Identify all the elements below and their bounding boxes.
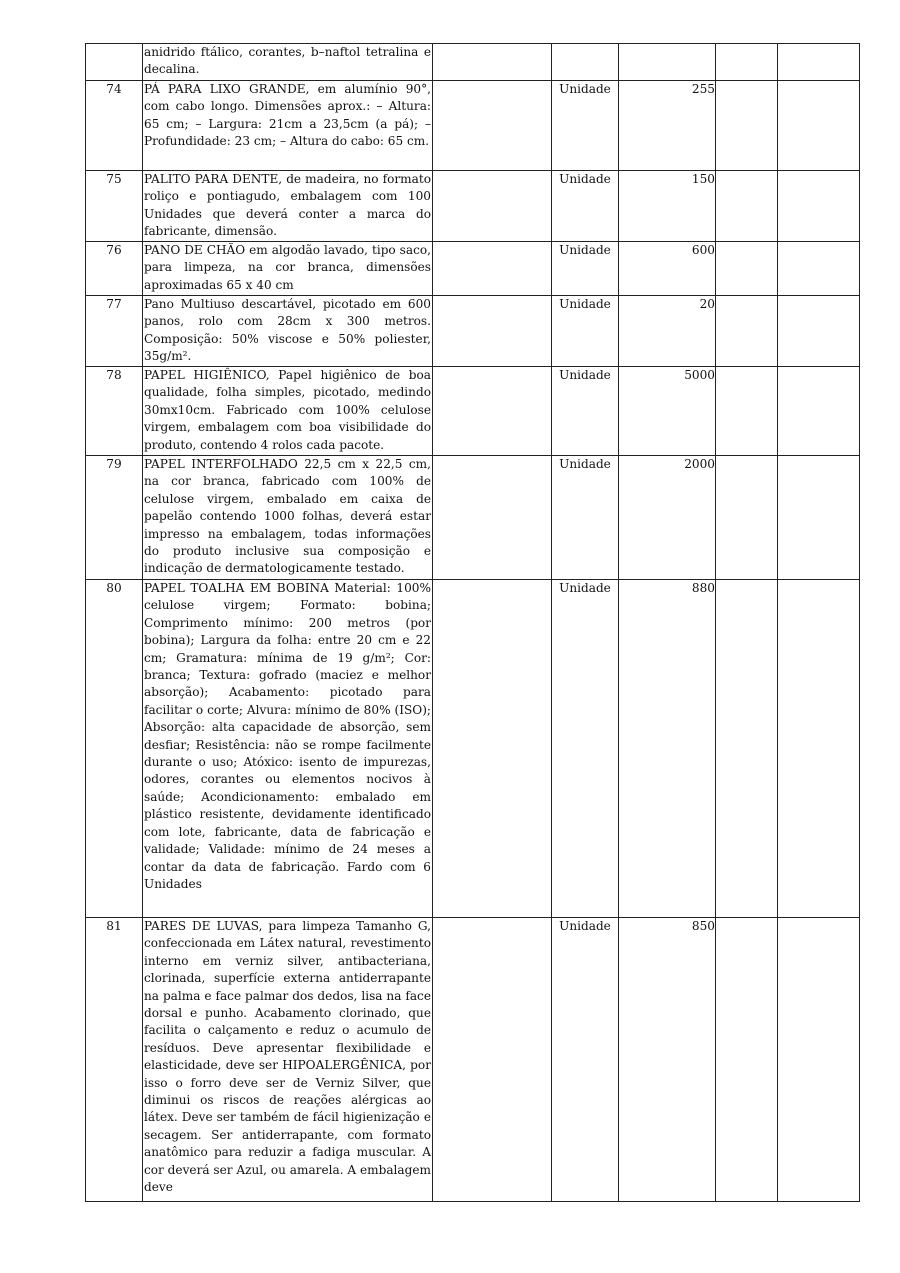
empty-cell — [433, 44, 552, 81]
item-description: PAPEL INTERFOLHADO 22,5 cm x 22,5 cm, na cor branca, fabricado com 100% de celulose virgem, embalado em caixa de papelão contendo 1000 folhas, deverá estar impresso na embalagem, todas informações do produto inclusive sua composição e indicação de dermatologicamente testado. — [143, 456, 433, 580]
item-number: 79 — [86, 456, 143, 580]
item-unit: Unidade — [552, 367, 619, 456]
empty-cell — [716, 171, 778, 242]
empty-cell — [778, 918, 860, 1202]
item-number: 74 — [86, 81, 143, 171]
empty-cell — [716, 367, 778, 456]
item-quantity: 880 — [619, 580, 716, 918]
item-unit: Unidade — [552, 171, 619, 242]
item-number — [86, 44, 143, 81]
empty-cell — [778, 44, 860, 81]
item-quantity: 255 — [619, 81, 716, 171]
item-unit: Unidade — [552, 918, 619, 1202]
item-quantity: 20 — [619, 296, 716, 367]
table-row — [86, 242, 860, 296]
table-row — [86, 171, 860, 242]
empty-cell — [716, 44, 778, 81]
item-description: PÁ PARA LIXO GRANDE, em alumínio 90°, com cabo longo. Dimensões aprox.: – Altura: 65 cm; – Largura: 21cm a 23,5cm (a pá); – Profundidade: 23 cm; – Altura do cabo: 65 cm. — [143, 81, 433, 171]
empty-cell — [778, 81, 860, 171]
table-row — [86, 580, 860, 918]
item-description: PALITO PARA DENTE, de madeira, no formato roliço e pontiagudo, embalagem com 100 Unidades que deverá conter a marca do fabricante, dimensão. — [143, 171, 433, 242]
empty-cell — [433, 918, 552, 1202]
table-row — [86, 456, 860, 580]
table-row — [86, 81, 860, 171]
table-row — [86, 44, 860, 81]
empty-cell — [778, 171, 860, 242]
item-number: 77 — [86, 296, 143, 367]
empty-cell — [778, 580, 860, 918]
item-unit: Unidade — [552, 580, 619, 918]
item-description: PARES DE LUVAS, para limpeza Tamanho G, confeccionada em Látex natural, revestimento interno em verniz silver, antibacteriana, clorinada, superfície externa antiderrapante na palma e face palmar dos dedos, lisa na face dorsal e punho. Acabamento clorinado, que facilita o calçamento e reduz o acumulo de resíduos. Deve apresentar flexibilidade e elasticidade, deve ser HIPOALERGÊNICA, por isso o forro deve ser de Verniz Silver, que diminui os riscos de reações alérgicas ao látex. Deve ser também de fácil higienização e secagem. Ser antiderrapante, com formato anatômico para reduzir a fadiga muscular. A cor deverá ser Azul, ou amarela. A embalagem deve — [143, 918, 433, 1202]
empty-cell — [433, 242, 552, 296]
empty-cell — [433, 367, 552, 456]
item-quantity: 850 — [619, 918, 716, 1202]
item-unit: Unidade — [552, 456, 619, 580]
item-description: anidrido ftálico, corantes, b–naftol tetralina e decalina. — [143, 44, 433, 81]
empty-cell — [433, 296, 552, 367]
empty-cell — [433, 456, 552, 580]
item-description: PAPEL HIGIÊNICO, Papel higiênico de boa qualidade, folha simples, picotado, medindo 30mx10cm. Fabricado com 100% celulose virgem, embalagem com boa visibilidade do produto, contendo 4 rolos cada pacote. — [143, 367, 433, 456]
items-table — [85, 43, 860, 1202]
item-number: 81 — [86, 918, 143, 1202]
table-row — [86, 918, 860, 1202]
empty-cell — [716, 81, 778, 171]
empty-cell — [716, 456, 778, 580]
item-unit: Unidade — [552, 242, 619, 296]
empty-cell — [778, 456, 860, 580]
empty-cell — [716, 580, 778, 918]
empty-cell — [433, 81, 552, 171]
item-number: 76 — [86, 242, 143, 296]
item-unit — [552, 44, 619, 81]
item-number: 78 — [86, 367, 143, 456]
empty-cell — [778, 296, 860, 367]
item-quantity: 5000 — [619, 367, 716, 456]
item-description: PANO DE CHÃO em algodão lavado, tipo saco, para limpeza, na cor branca, dimensões aproximadas 65 x 40 cm — [143, 242, 433, 296]
item-number: 75 — [86, 171, 143, 242]
item-number: 80 — [86, 580, 143, 918]
empty-cell — [778, 242, 860, 296]
empty-cell — [716, 242, 778, 296]
empty-cell — [778, 367, 860, 456]
empty-cell — [716, 296, 778, 367]
empty-cell — [433, 171, 552, 242]
table-row — [86, 296, 860, 367]
item-quantity: 600 — [619, 242, 716, 296]
table-row — [86, 367, 860, 456]
document-page — [85, 43, 859, 1202]
item-description: Pano Multiuso descartável, picotado em 600 panos, rolo com 28cm x 300 metros. Composição: 50% viscose e 50% poliester, 35g/m². — [143, 296, 433, 367]
item-quantity: 150 — [619, 171, 716, 242]
item-quantity: 2000 — [619, 456, 716, 580]
item-unit: Unidade — [552, 296, 619, 367]
empty-cell — [433, 580, 552, 918]
item-unit: Unidade — [552, 81, 619, 171]
item-quantity — [619, 44, 716, 81]
item-description: PAPEL TOALHA EM BOBINA Material: 100% celulose virgem; Formato: bobina; Comprimento mínimo: 200 metros (por bobina); Largura da folha: entre 20 cm e 22 cm; Gramatura: mínima de 19 g/m²; Cor: branca; Textura: gofrado (maciez e melhor absorção); Acabamento: picotado para facilitar o corte; Alvura: mínimo de 80% (ISO); Absorção: alta capacidade de absorção, sem desfiar; Resistência: não se rompe facilmente durante o uso; Atóxico: isento de impurezas, odores, corantes ou elementos nocivos à saúde; Acondicionamento: embalado em plástico resistente, devidamente identificado com lote, fabricante, data de fabricação e validade; Validade: mínimo de 24 meses a contar da data de fabricação. Fardo com 6 Unidades — [143, 580, 433, 918]
empty-cell — [716, 918, 778, 1202]
